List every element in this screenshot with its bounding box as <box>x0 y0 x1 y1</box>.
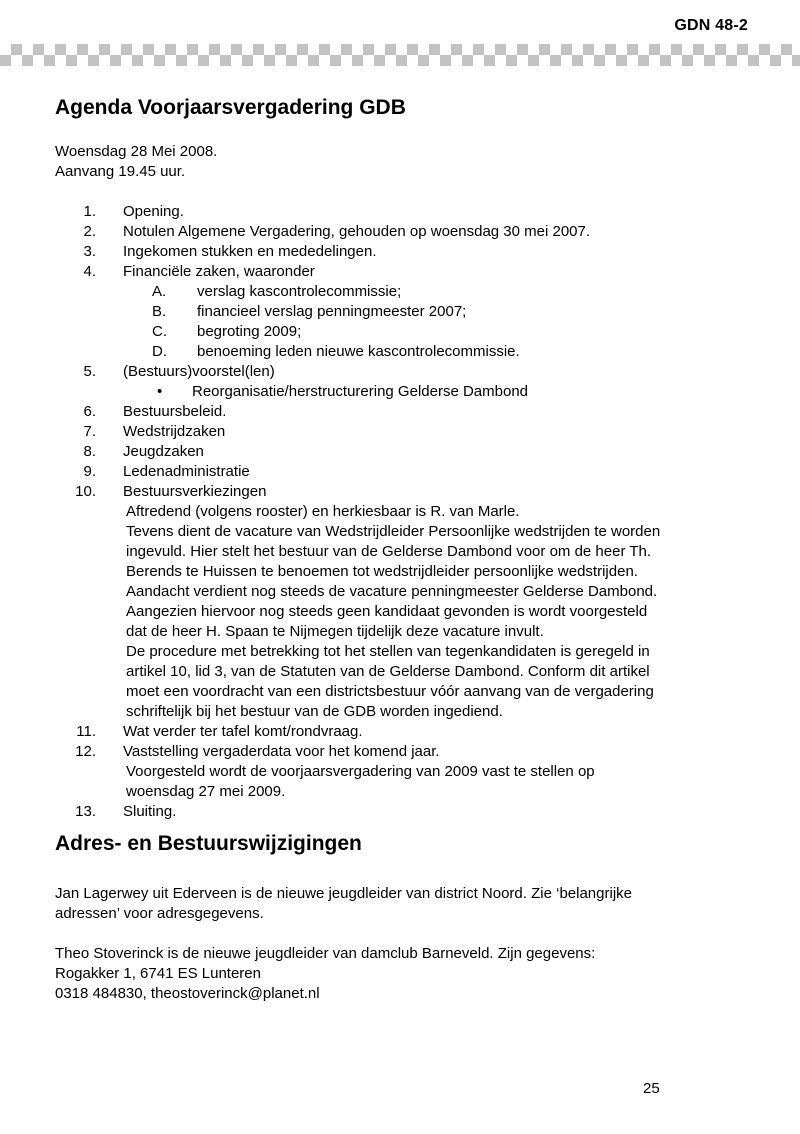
paragraph-stoverinck <box>55 944 755 1004</box>
checkerboard-rule-icon <box>0 44 800 66</box>
sub-list-item <box>0 322 800 342</box>
section-title-address-changes: Adres- en Bestuurswijzigingen <box>55 832 362 855</box>
paragraph-line <box>0 502 800 522</box>
list-item-label: (Bestuurs)voorstel(len) <box>123 363 275 380</box>
sub-list-item-letter: B. <box>152 303 167 320</box>
paragraph-line-text: artikel 10, lid 3, van de Statuten van de Gelderse Dambond. Conform dit artikel <box>126 663 650 680</box>
page-title: Agenda Voorjaarsvergadering GDB <box>55 96 406 119</box>
list-item-label: Sluiting. <box>123 803 177 820</box>
paragraph-line-text: Aangezien hiervoor nog steeds geen kandidaat gevonden is wordt voorgesteld <box>126 603 648 620</box>
list-item-number: 8. <box>83 443 96 460</box>
sub-list-item-letter: C. <box>152 323 167 340</box>
list-item <box>0 742 800 762</box>
paragraph-line <box>0 562 800 582</box>
sub-list-item <box>0 282 800 302</box>
list-item <box>0 262 800 282</box>
list-item-number: 4. <box>83 263 96 280</box>
sub-list-item-letter: D. <box>152 343 167 360</box>
list-item <box>0 462 800 482</box>
list-item <box>0 482 800 502</box>
paragraph-line-text: Aftredend (volgens rooster) en herkiesbaar is R. van Marle. <box>126 503 520 520</box>
sub-list-item-label: benoeming leden nieuwe kascontrolecommissie. <box>197 343 520 360</box>
list-item-label: Ledenadministratie <box>123 463 250 480</box>
paragraph-line-text: woensdag 27 mei 2009. <box>126 783 286 800</box>
sub-list-item <box>0 342 800 362</box>
paragraph-line-text: Rogakker 1, 6741 ES Lunteren <box>55 965 261 982</box>
paragraph-line-text: Tevens dient de vacature van Wedstrijdleider Persoonlijke wedstrijden te worden <box>126 523 661 540</box>
paragraph-line <box>0 642 800 662</box>
list-item-label: Bestuursverkiezingen <box>123 483 267 500</box>
meeting-date: Woensdag 28 Mei 2008. <box>55 143 218 160</box>
paragraph-lagerwey <box>55 884 755 924</box>
list-item-label: Vaststelling vergaderdata voor het komend jaar. <box>123 743 440 760</box>
paragraph-line <box>0 602 800 622</box>
meeting-time: Aanvang 19.45 uur. <box>55 163 186 180</box>
list-item-label: Ingekomen stukken en mededelingen. <box>123 243 377 260</box>
sub-list-item-label: begroting 2009; <box>197 323 302 340</box>
list-item-number: 1. <box>83 203 96 220</box>
paragraph-line-text: 0318 484830, theostoverinck@planet.nl <box>55 985 320 1002</box>
list-item <box>0 242 800 262</box>
sub-list-item-label: Reorganisatie/herstructurering Gelderse Dambond <box>192 383 529 400</box>
agenda-list <box>0 202 800 822</box>
sub-list-item-letter: A. <box>152 283 167 300</box>
paragraph-line <box>0 702 800 722</box>
list-item-number: 6. <box>83 403 96 420</box>
list-item <box>0 202 800 222</box>
list-item-label: Wedstrijdzaken <box>123 423 226 440</box>
page-number: 25 <box>643 1080 660 1097</box>
paragraph-line-text: dat de heer H. Spaan te Nijmegen tijdelijk deze vacature invult. <box>126 623 544 640</box>
list-item <box>0 422 800 442</box>
sub-list-item <box>0 382 800 402</box>
paragraph-line-text: adressen’ voor adresgegevens. <box>55 905 264 922</box>
list-item-number: 10. <box>75 483 96 500</box>
list-item <box>0 222 800 242</box>
issue-label: GDN 48-2 <box>674 17 748 34</box>
list-item-label: Wat verder ter tafel komt/rondvraag. <box>123 723 363 740</box>
sub-list-item-label: verslag kascontrolecommissie; <box>197 283 402 300</box>
list-item-number: 3. <box>83 243 96 260</box>
list-item-label: Financiële zaken, waaronder <box>123 263 315 280</box>
list-item-number: 9. <box>83 463 96 480</box>
list-item-label: Jeugdzaken <box>123 443 204 460</box>
bullet-icon: • <box>157 383 163 400</box>
list-item <box>0 722 800 742</box>
paragraph-line <box>0 522 800 542</box>
list-item-label: Bestuursbeleid. <box>123 403 227 420</box>
paragraph-line-text: Jan Lagerwey uit Ederveen is de nieuwe jeugdleider van district Noord. Zie ‘belangrijke <box>55 885 632 902</box>
list-item-number: 5. <box>83 363 96 380</box>
paragraph-line-text: schriftelijk bij het bestuur van de GDB worden ingediend. <box>126 703 503 720</box>
list-item <box>0 802 800 822</box>
paragraph-line-text: Berends te Huissen te benoemen tot wedstrijdleider persoonlijke wedstrijden. <box>126 563 638 580</box>
list-item <box>0 442 800 462</box>
paragraph-line-text: ingevuld. Hier stelt het bestuur van de Gelderse Dambond voor om de heer Th. <box>126 543 652 560</box>
paragraph-line <box>0 782 800 802</box>
list-item-label: Opening. <box>123 203 184 220</box>
paragraph-line <box>0 582 800 602</box>
list-item-number: 2. <box>83 223 96 240</box>
paragraph-line-text: De procedure met betrekking tot het stellen van tegenkandidaten is geregeld in <box>126 643 650 660</box>
paragraph-line-text: moet een voordracht van een districtsbestuur vóór aanvang van de vergadering <box>126 683 654 700</box>
page-header <box>0 0 800 44</box>
paragraph-line-text: Aandacht verdient nog steeds de vacature penningmeester Gelderse Dambond. <box>126 583 658 600</box>
paragraph-line <box>0 762 800 782</box>
list-item-number: 11. <box>76 723 96 740</box>
paragraph-line <box>0 542 800 562</box>
paragraph-line-text: Theo Stoverinck is de nieuwe jeugdleider van damclub Barneveld. Zijn gegevens: <box>55 945 596 962</box>
paragraph-line <box>0 662 800 682</box>
list-item <box>0 362 800 382</box>
paragraph-line <box>0 622 800 642</box>
paragraph-line <box>0 682 800 702</box>
list-item <box>0 402 800 422</box>
list-item-number: 13. <box>75 803 96 820</box>
sub-list-item <box>0 302 800 322</box>
paragraph-line-text: Voorgesteld wordt de voorjaarsvergadering van 2009 vast te stellen op <box>126 763 595 780</box>
sub-list-item-label: financieel verslag penningmeester 2007; <box>197 303 467 320</box>
list-item-number: 7. <box>83 423 96 440</box>
list-item-number: 12. <box>75 743 96 760</box>
list-item-label: Notulen Algemene Vergadering, gehouden op woensdag 30 mei 2007. <box>123 223 591 240</box>
